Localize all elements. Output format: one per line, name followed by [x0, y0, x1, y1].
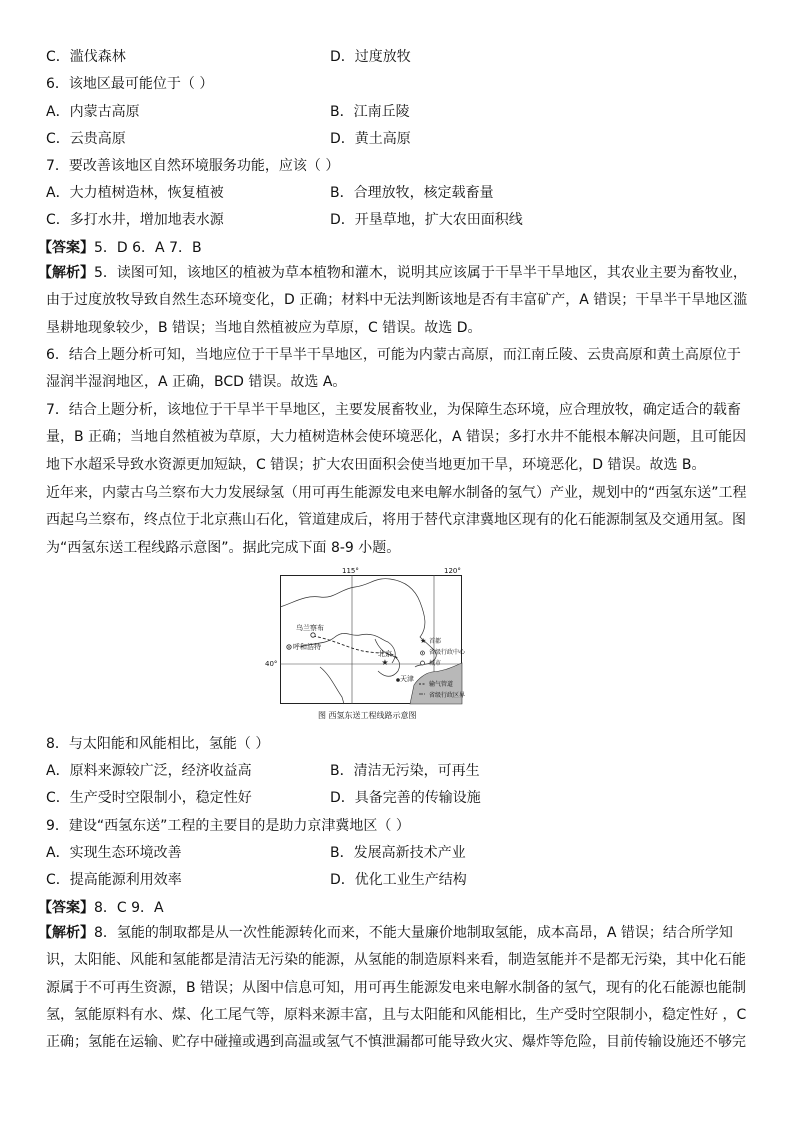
material-line: 西起乌兰察布，终点位于北京燕山石化，管道建成后，将用于替代京津冀地区现有的化石能源制氢及交通用氢。图: [46, 512, 746, 529]
analysis-block-7: [46, 397, 748, 479]
answer-text: 8．C 9．A: [94, 900, 164, 916]
beijing-label: 北京: [378, 650, 392, 658]
lon-120-label: 120°: [444, 567, 461, 575]
material-line: 为“西氢东送工程线路示意图”。据此完成下面 8-9 小题。: [46, 539, 401, 556]
wulanchabu-marker: [311, 633, 315, 637]
material-paragraph: [46, 480, 748, 562]
q9-option-c: C．提高能源利用效率: [46, 872, 182, 888]
analysis-label: 【解析】: [38, 925, 94, 941]
material-line: 近年来，内蒙古乌兰察布大力发展绿氢（用可再生能源发电来电解水制备的氢气）产业，规划中的“西氢东送”工程: [46, 485, 747, 501]
q8-option-a: A．原料来源较广泛，经济收益高: [46, 763, 252, 779]
legend-city-label: 城市: [429, 660, 442, 667]
q9-option-d: D．优化工业生产结构: [330, 872, 467, 888]
hohhot-dot: [288, 646, 290, 648]
analysis-line: 氢，氢能原料有水、煤、化工尾气等，原料来源丰富，且与太阳能和风能相比，生产受时空限制小，稳定性好 ，C: [46, 1006, 747, 1023]
analysis-line: 识，太阳能、风能和氢能都是清洁无污染的能源，从氢能的制造原料来看，制造氢能并不是都无污染，其中化石能: [46, 952, 746, 969]
q8-option-c: C．生产受时空限制小，稳定性好: [46, 790, 252, 806]
q9-option-a: A．实现生态环境改善: [46, 845, 182, 861]
analysis-block-2: [38, 920, 748, 1056]
legend-provincial-dot: [422, 652, 423, 653]
lat-40-label: 40°: [265, 660, 278, 668]
q8-option-d: D．具备完善的传输设施: [330, 790, 481, 806]
analysis-line: 8．氢能的制取都是从一次性能源转化而来，不能大量廉价地制取氢能，成本高昂，A 错误；结合所学知: [94, 925, 733, 941]
answer-block-2: [38, 898, 164, 918]
q6-option-a: A．内蒙古高原: [46, 104, 140, 120]
analysis-block-6: [46, 342, 748, 397]
legend-city-icon: [421, 661, 425, 665]
legend-provincial-label: 省级行政中心: [429, 649, 466, 656]
analysis-line: 6．结合上题分析可知，当地应位于干旱半干旱地区，可能为内蒙古高原，而江南丘陵、云贵高原和黄土高原位于: [46, 347, 741, 363]
answer-block-1: [38, 238, 202, 258]
q6-stem: 6．该地区最可能位于（ ）: [46, 76, 214, 92]
answer-label: 【答案】: [38, 900, 94, 916]
wulanchabu-label: 乌兰察布: [296, 624, 324, 632]
q5-option-c: C．滥伐森林: [46, 49, 126, 65]
q9-stem: 9．建设“西氢东送”工程的主要目的是助力京津冀地区（ ）: [46, 818, 410, 834]
tianjin-label: 天津: [400, 675, 414, 683]
beijing-star-icon: ★: [381, 658, 389, 667]
analysis-line: 量，B 正确；当地自然植被为草原，大力植树造林会使环境恶化，A 错误；多打水井不能根本解决问题，且可能因: [46, 429, 747, 446]
legend-boundary-label: 省级行政区界: [429, 692, 466, 699]
hohhot-label: 呼和浩特: [293, 643, 321, 651]
q6-option-b: B．江南丘陵: [330, 104, 410, 120]
analysis-line: 正确；氢能在运输、贮存中碰撞或遇到高温或氢气不慎泄漏都可能导致火灾、爆炸等危险，目前传输设施还不够完: [46, 1034, 746, 1051]
analysis-line: 由于过度放牧导致自然生态环境变化，D 正确；材料中无法判断该地是否有丰富矿产，A 错误；干旱半干旱地区滥: [46, 292, 748, 309]
analysis-line: 7．结合上题分析，该地位于干旱半干旱地区，主要发展畜牧业，为保障生态环境，应合理放牧，确定适合的载畜: [46, 402, 741, 418]
q7-stem: 7．要改善该地区自然环境服务功能，应该（ ）: [46, 158, 340, 174]
analysis-line: 地下水超采导致水资源更加短缺，C 错误；扩大农田面积会使当地更加干旱，环境恶化，D 错误。故选 B。: [46, 456, 706, 473]
q9-option-b: B．发展高新技术产业: [330, 845, 466, 861]
analysis-line: 湿润半湿润地区，A 正确，BCD 错误。故选 A。: [46, 374, 347, 391]
q7-option-c: C．多打水井，增加地表水源: [46, 212, 224, 228]
q7-option-a: A．大力植树造林，恢复植被: [46, 185, 224, 201]
analysis-block-1: [38, 260, 748, 342]
analysis-line: 5．读图可知，该地区的植被为草本植物和灌木，说明其应该属于干旱半干旱地区，其农业主要为畜牧业，: [94, 265, 747, 281]
analysis-line: 源属于不可再生资源，B 错误；从图中信息可知，用可再生能源发电来电解水制备的氢气，现有的化石能源也能制: [46, 979, 747, 996]
pipeline-map: [265, 567, 470, 719]
legend-star-icon: ★: [420, 637, 427, 645]
legend-pipeline-label: 输气管道: [429, 681, 454, 688]
answer-label: 【答案】: [38, 240, 94, 256]
q8-option-b: B．清洁无污染，可再生: [330, 763, 480, 779]
q5-option-d: D．过度放牧: [330, 49, 411, 65]
answer-text: 5．D 6．A 7．B: [94, 240, 202, 256]
q8-stem: 8．与太阳能和风能相比，氢能（ ）: [46, 736, 270, 752]
analysis-line: 垦耕地现象较少，B 错误；当地自然植被应为草原，C 错误。故选 D。: [46, 319, 482, 336]
q6-option-d: D．黄土高原: [330, 131, 411, 147]
legend-capital-label: 首都: [429, 638, 442, 645]
lon-115-label: 115°: [342, 567, 359, 575]
map-caption: 图 西氢东送工程线路示意图: [318, 711, 417, 720]
q7-option-b: B．合理放牧，核定载畜量: [330, 185, 494, 201]
analysis-label: 【解析】: [38, 265, 94, 281]
q6-option-c: C．云贵高原: [46, 131, 126, 147]
q7-option-d: D．开垦草地，扩大农田面积线: [330, 212, 523, 228]
